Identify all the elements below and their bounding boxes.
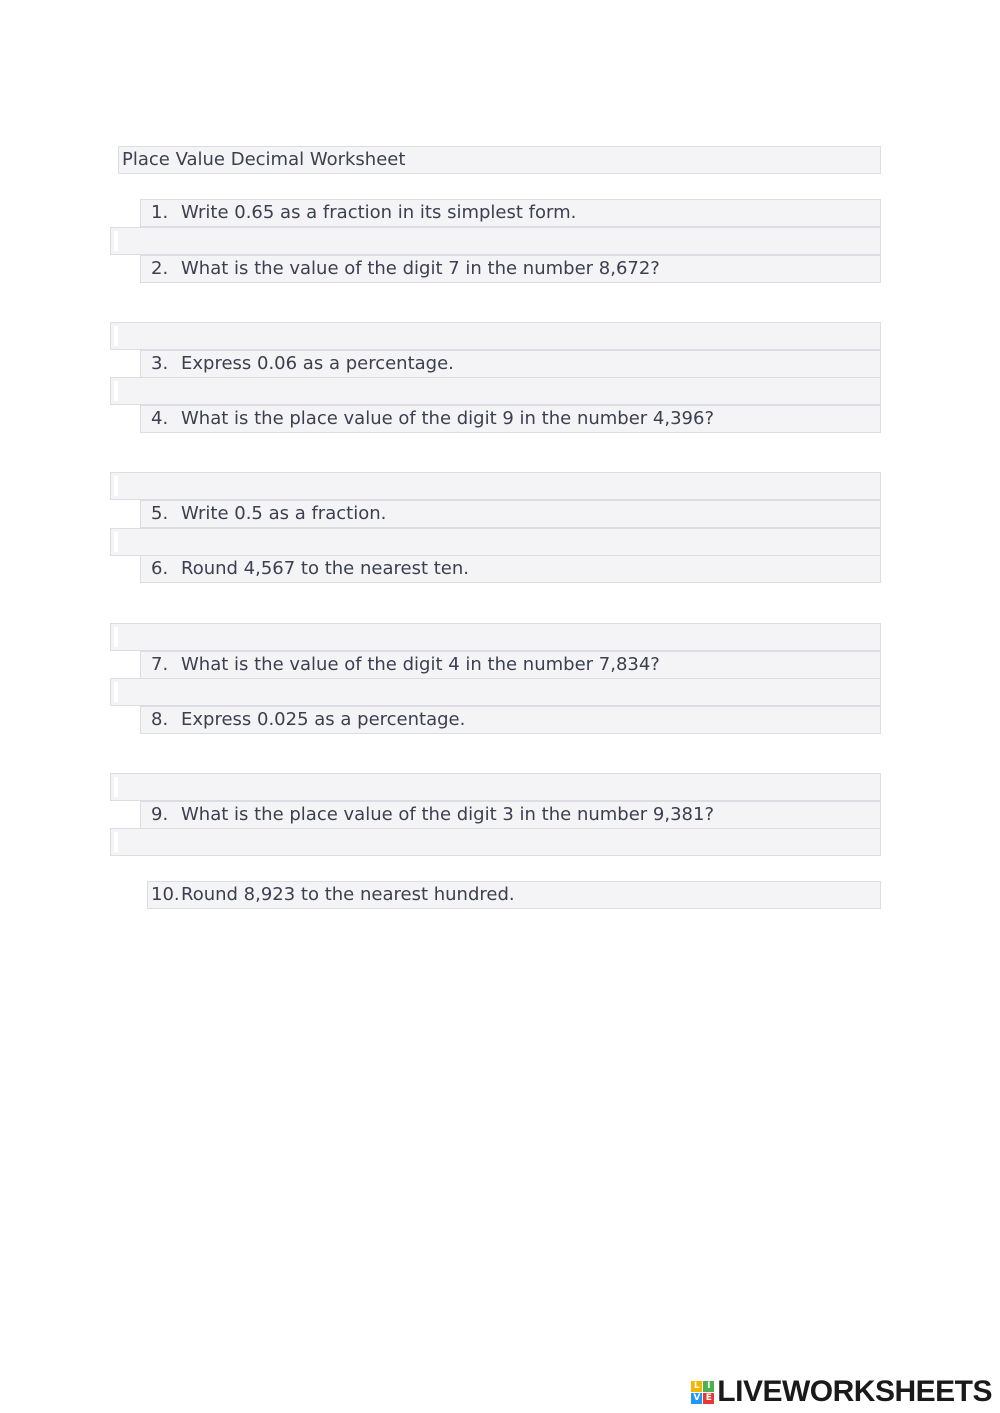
answer-field-7[interactable] (110, 678, 881, 706)
question-text: Write 0.65 as a fraction in its simplest form. (181, 202, 577, 223)
question-number: 9. (151, 804, 169, 825)
question-number: 4. (151, 408, 169, 429)
answer-field-4[interactable] (110, 472, 881, 500)
question-number: 3. (151, 353, 169, 374)
answer-field-6[interactable] (110, 623, 881, 651)
answer-field-5[interactable] (110, 528, 881, 556)
question-text: Express 0.025 as a percentage. (181, 709, 466, 730)
question-text: Express 0.06 as a percentage. (181, 353, 454, 374)
question-number: 2. (151, 258, 169, 279)
answer-field-1[interactable] (110, 227, 881, 255)
question-number: 10. (151, 884, 180, 905)
liveworksheets-logo (691, 1377, 992, 1407)
answer-field-2[interactable] (110, 322, 881, 350)
question-2 (140, 255, 881, 283)
question-number: 7. (151, 654, 169, 675)
question-text: What is the place value of the digit 9 in the number 4,396? (181, 408, 715, 429)
question-text: What is the place value of the digit 3 in the number 9,381? (181, 804, 715, 825)
question-7 (140, 651, 881, 679)
question-8 (140, 706, 881, 734)
question-9 (140, 801, 881, 829)
question-number: 1. (151, 202, 169, 223)
answer-field-3[interactable] (110, 377, 881, 405)
answer-field-9[interactable] (110, 828, 881, 856)
answer-field-8[interactable] (110, 773, 881, 801)
question-number: 5. (151, 503, 169, 524)
question-text: Round 4,567 to the nearest ten. (181, 558, 469, 579)
question-text: What is the value of the digit 4 in the number 7,834? (181, 654, 660, 675)
question-4 (140, 405, 881, 433)
question-1 (140, 199, 881, 227)
question-text: What is the value of the digit 7 in the number 8,672? (181, 258, 660, 279)
logo-text: LIVEWORKSHEETS (717, 1375, 992, 1408)
question-number: 8. (151, 709, 169, 730)
question-text: Round 8,923 to the nearest hundred. (181, 884, 515, 905)
worksheet-title: Place Value Decimal Worksheet (118, 146, 881, 174)
question-10 (147, 881, 881, 909)
question-text: Write 0.5 as a fraction. (181, 503, 387, 524)
question-5 (140, 500, 881, 528)
question-3 (140, 350, 881, 378)
question-number: 6. (151, 558, 169, 579)
liveworksheets-logo-icon: L I V E (691, 1381, 714, 1404)
question-6 (140, 555, 881, 583)
